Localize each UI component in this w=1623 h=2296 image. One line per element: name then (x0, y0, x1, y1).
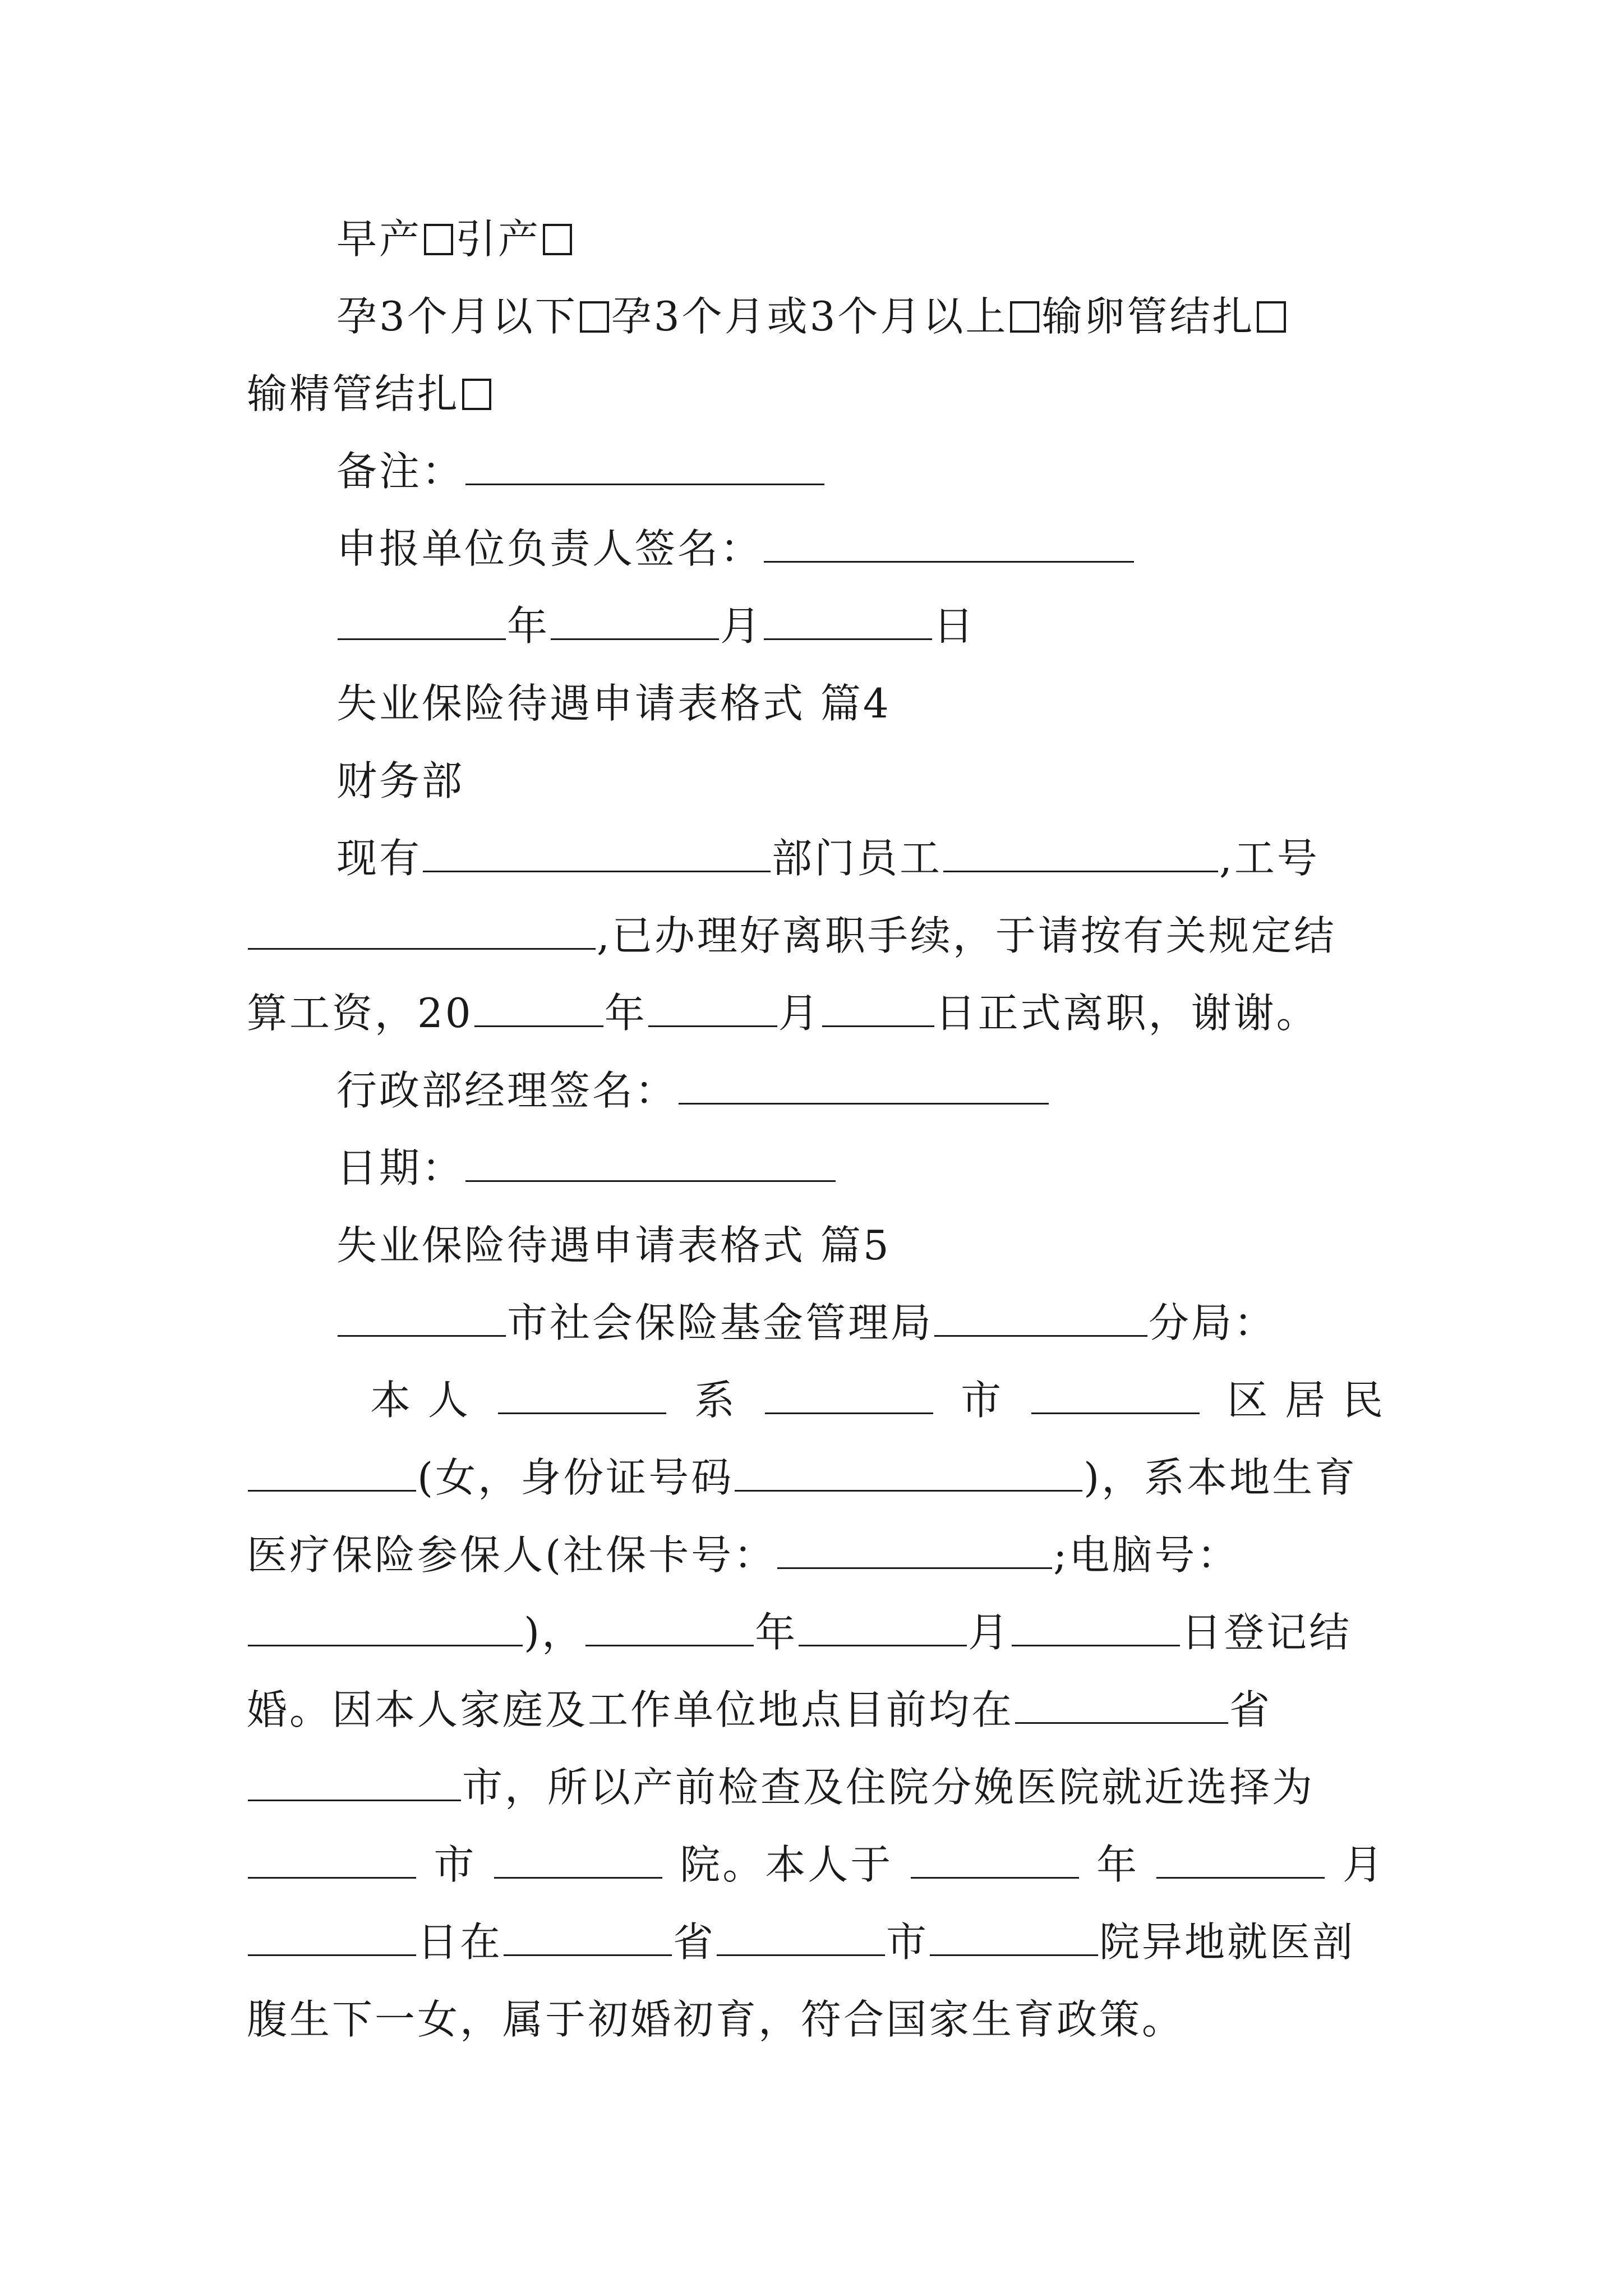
district-blank[interactable] (1031, 1377, 1200, 1414)
piece5-line-5: 婚。因本人家庭及工作单位地点目前均在 省 (247, 1686, 1272, 1733)
birth-day-blank[interactable] (248, 1918, 416, 1956)
checkbox-early-birth[interactable] (424, 224, 453, 255)
checkbox-tubal-ligation[interactable] (1257, 301, 1286, 333)
social-card-blank[interactable] (777, 1531, 1052, 1569)
piece5-line-6: 市，所以产前检查及住院分娩医院就近选择为 (247, 1759, 1385, 1815)
employee-blank[interactable] (943, 835, 1218, 872)
birth-year-blank[interactable] (911, 1841, 1079, 1879)
piece5-line-3: 医疗保险参保人(社保卡号： ;电脑号： (247, 1531, 1240, 1579)
birth-hospital-blank[interactable] (930, 1918, 1098, 1956)
piece5-line-9: 腹生下一女，属于初婚初育，符合国家生育政策。 (247, 1996, 1185, 2043)
leave-year-blank[interactable] (474, 990, 603, 1027)
piece5-line-4: )， 年 月 日登记结 (247, 1604, 1385, 1660)
id-number-blank[interactable] (735, 1454, 1082, 1492)
checkbox-3-months-or-more[interactable] (1010, 301, 1039, 333)
form-date-line: 年 月 日 (336, 598, 1385, 654)
birth-province-blank[interactable] (504, 1918, 672, 1956)
hospital-name-blank[interactable] (494, 1841, 662, 1879)
resident-blank[interactable] (248, 1454, 416, 1492)
marriage-day-blank[interactable] (1012, 1609, 1180, 1646)
leave-day-blank[interactable] (822, 990, 934, 1027)
option-line-1: 早产 引产 (336, 211, 1385, 267)
piece5-title: 失业保险待遇申请表格式 篇5 (336, 1222, 891, 1269)
home-city-blank[interactable] (765, 1377, 933, 1414)
checkbox-vasectomy[interactable] (462, 379, 491, 410)
option-line-3: 输精管结扎 (247, 366, 1385, 422)
piece4-title: 失业保险待遇申请表格式 篇4 (336, 680, 891, 727)
branch-blank[interactable] (934, 1299, 1147, 1337)
computer-number-blank[interactable] (248, 1609, 523, 1646)
marriage-year-blank[interactable] (585, 1609, 754, 1646)
piece5-line-2: (女，身份证号码 )，系本地生育 (247, 1450, 1385, 1506)
piece5-line-7: 市 院。本人于 年 月 (247, 1837, 1385, 1893)
piece4-para-line-3: 算工资，20 年 月 日正式离职，谢谢。 (247, 990, 1319, 1037)
remark-line: 备注： (336, 443, 1385, 499)
day-blank[interactable] (764, 602, 932, 640)
province-blank[interactable] (1015, 1686, 1228, 1724)
employee-id-blank[interactable] (248, 912, 596, 950)
checkbox-induced-labor[interactable] (543, 224, 572, 255)
city-blank[interactable] (338, 1299, 506, 1337)
birth-month-blank[interactable] (1156, 1841, 1325, 1879)
piece5-addressee: 市社会保险基金管理局 分局： (336, 1295, 1385, 1351)
department-blank[interactable] (423, 835, 771, 872)
option-line-2: 孕3个月以下 孕3个月或3个月以上 输卵管结扎 (336, 288, 1385, 344)
piece4-recipient: 财务部 (336, 757, 465, 804)
month-blank[interactable] (551, 602, 719, 640)
manager-sign-line: 行政部经理签名： (336, 1062, 1385, 1119)
piece4-date-line: 日期： (336, 1140, 1385, 1196)
piece4-para-line-1: 现有 部门员工 ,工号 (336, 835, 1320, 882)
work-city-blank[interactable] (248, 1764, 461, 1801)
checkbox-under-3-months[interactable] (580, 301, 609, 333)
hospital-city-blank[interactable] (248, 1841, 416, 1879)
piece5-line-8: 日在 省 市 院异地就医剖 (247, 1914, 1385, 1970)
name-blank[interactable] (498, 1377, 666, 1414)
marriage-month-blank[interactable] (799, 1609, 967, 1646)
piece4-date-blank[interactable] (465, 1144, 836, 1182)
year-blank[interactable] (338, 602, 506, 640)
birth-city-blank[interactable] (717, 1918, 885, 1956)
leave-month-blank[interactable] (648, 990, 777, 1027)
remark-blank[interactable] (465, 448, 824, 485)
piece5-line-1: 本 人 系 市 区 居 民 (370, 1377, 1385, 1424)
signer-blank[interactable] (764, 525, 1134, 563)
piece4-para-line-2: ,已办理好离职手续，于请按有关规定结 (247, 908, 1385, 964)
signer-line: 申报单位负责人签名： (336, 521, 1385, 577)
manager-sign-blank[interactable] (679, 1067, 1049, 1105)
